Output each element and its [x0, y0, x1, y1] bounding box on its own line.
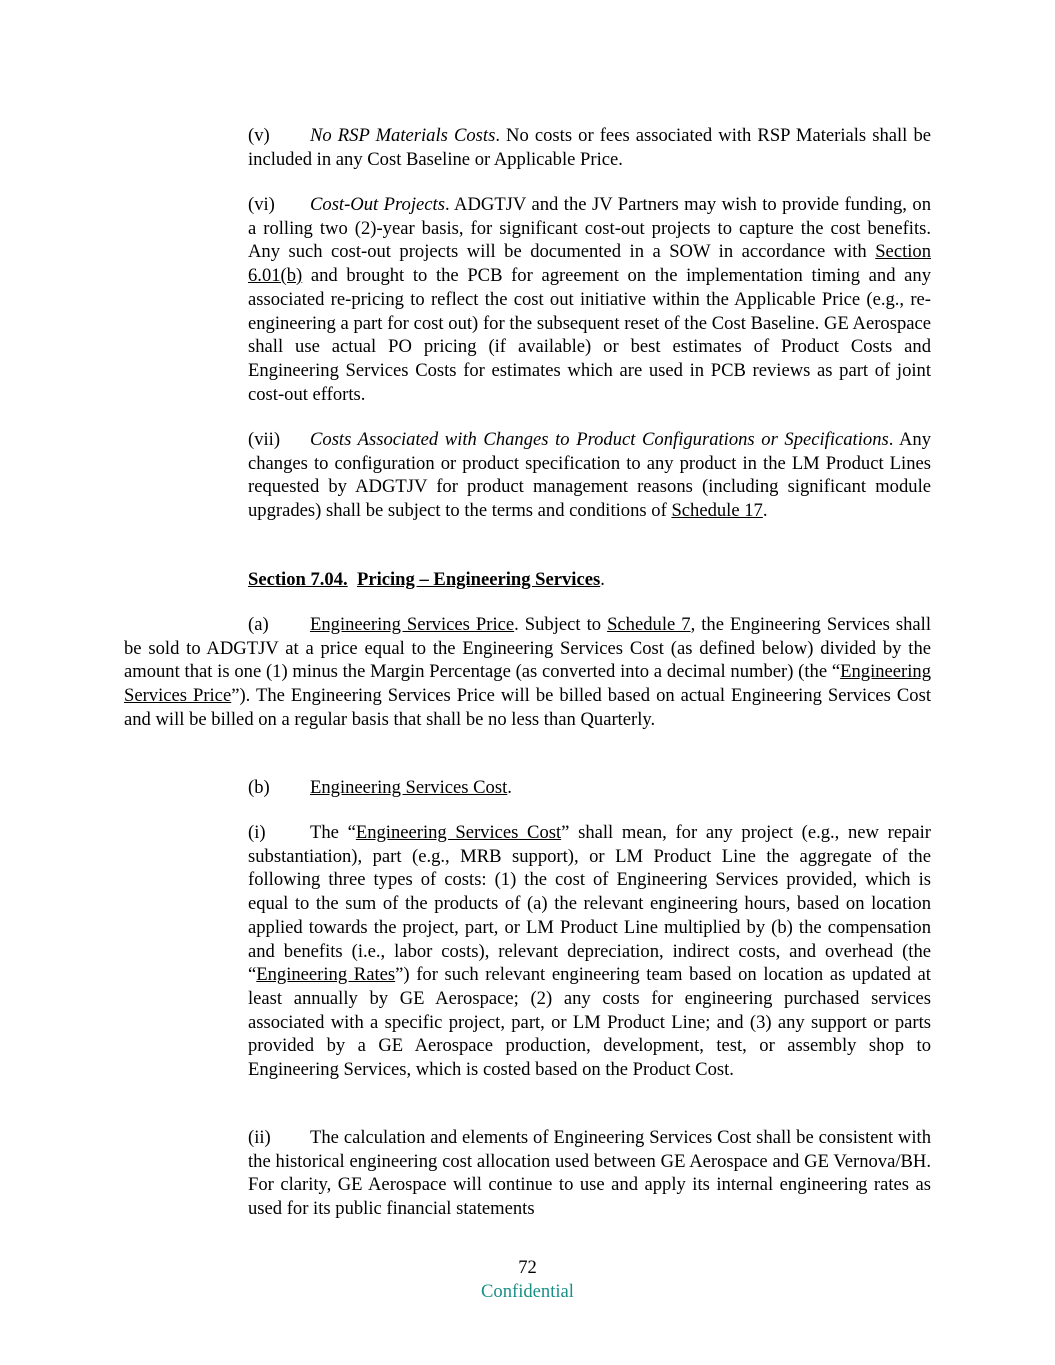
item-number: (vii) [248, 429, 281, 450]
item-text: . [762, 500, 768, 522]
item-text: . ADGTJV and the JV Partners may wish to provide funding, on a rolling two (2)-year basis, for significant cost-out projects to capture the cost benefits. Any such cost-out projects will be documented in a SOW in accordance with [248, 194, 932, 263]
item-text: The calculation and elements of Engineering Services Cost shall be consistent with the historical engineering cost allocation used between GE Aerospace and GE Vernova/BH. For clarity, GE Aerospace will continue to use and apply its internal engineering rates as used for its public financial statements [248, 1127, 931, 1220]
item-number: (i) [248, 822, 266, 843]
defined-term: Engineering Services Price [124, 661, 931, 707]
item-number: (b) [248, 777, 270, 798]
item-heading: Engineering Services Cost [310, 777, 508, 798]
item-heading: Costs Associated with Changes to Product Configurations or Specifications [310, 429, 889, 450]
item-number: (v) [248, 125, 270, 146]
paragraph-vi [248, 193, 931, 406]
item-text: . Subject to [514, 614, 608, 635]
section-heading [248, 568, 931, 592]
item-text: , the Engineering Services shall be sold to ADGTJV at a price equal to the Engineering Services Cost (as defined below) divided by the amount that is one (1) minus the Margin Percentage (as converted into a decimal number) (the “ [124, 614, 931, 683]
item-text: ”) for such relevant engineering team based on location as updated at least annually by GE Aerospace; (2) any costs for engineering purchased services associated with a specific project, part, or LM Product Line; and (3) any support or parts provided by a GE Aerospace production, development, test, or assembly shop to Engineering Services, which is costed based on the Product Cost. [248, 964, 931, 1081]
item-heading: Cost-Out Projects [310, 194, 445, 215]
defined-term: Engineering Services Cost [355, 822, 562, 843]
section-reference: Section 6.01(b) [248, 241, 931, 287]
item-text: ” shall mean, for any project (e.g., new repair substantiation), part (e.g., MRB support), or LM Product Line the aggregate of the following three types of costs: (1) the cost of Engineering Services provided, which is equal to the sum of the products of (a) the relevant engineering hours, based on location applied towards the project, part, or LM Product Line multiplied by (b) the compensation and benefits (i.e., labor costs), relevant depreciation, indirect costs, and overhead (the “ [248, 822, 931, 986]
paragraph-a [124, 613, 931, 732]
item-text: . No costs or fees associated with RSP Materials shall be included in any Cost Baseline or Applicable Price. [248, 125, 931, 170]
item-text: . [507, 777, 512, 798]
item-text: The “ [310, 822, 356, 843]
item-text: . Any changes to configuration or product specification to any product in the LM Product Lines requested by ADGTJV for product management reasons (including significant module upgrades) shall be subject to the terms and conditions of [248, 429, 931, 522]
schedule-reference: Schedule 7 [607, 614, 691, 635]
section-period: . [600, 569, 605, 590]
defined-term: Engineering Rates [256, 964, 396, 986]
item-heading: No RSP Materials Costs [310, 125, 496, 146]
page-number: 72 [518, 1257, 537, 1278]
section-title: Pricing – Engineering Services [356, 569, 601, 590]
item-number: (ii) [248, 1127, 271, 1148]
item-text: and brought to the PCB for agreement on the implementation timing and any associated re-pricing to reflect the cost out initiative within the Applicable Price (e.g., re-engineering a part for cost out) for the subsequent reset of the Cost Baseline. GE Aerospace shall use actual PO pricing (if available) or best estimates of Product Costs and Engineering Services Costs for estimates which are used in PCB reviews as part of joint cost-out efforts. [248, 265, 931, 405]
section-number: Section 7.04. [248, 569, 348, 590]
schedule-reference: Schedule 17 [671, 500, 763, 522]
paragraph-b-i [248, 821, 931, 1082]
confidential-label: Confidential [481, 1281, 574, 1302]
item-number: (a) [248, 614, 269, 635]
item-number: (vi) [248, 194, 275, 215]
item-text: ”). The Engineering Services Price will be billed based on actual Engineering Services Cost and will be billed on a regular basis that shall be no less than Quarterly. [124, 685, 932, 730]
item-heading: Engineering Services Price [310, 614, 515, 635]
paragraph-b [248, 776, 931, 800]
paragraph-b-ii [248, 1126, 931, 1221]
paragraph-vii [248, 428, 931, 523]
paragraph-v [248, 124, 931, 171]
